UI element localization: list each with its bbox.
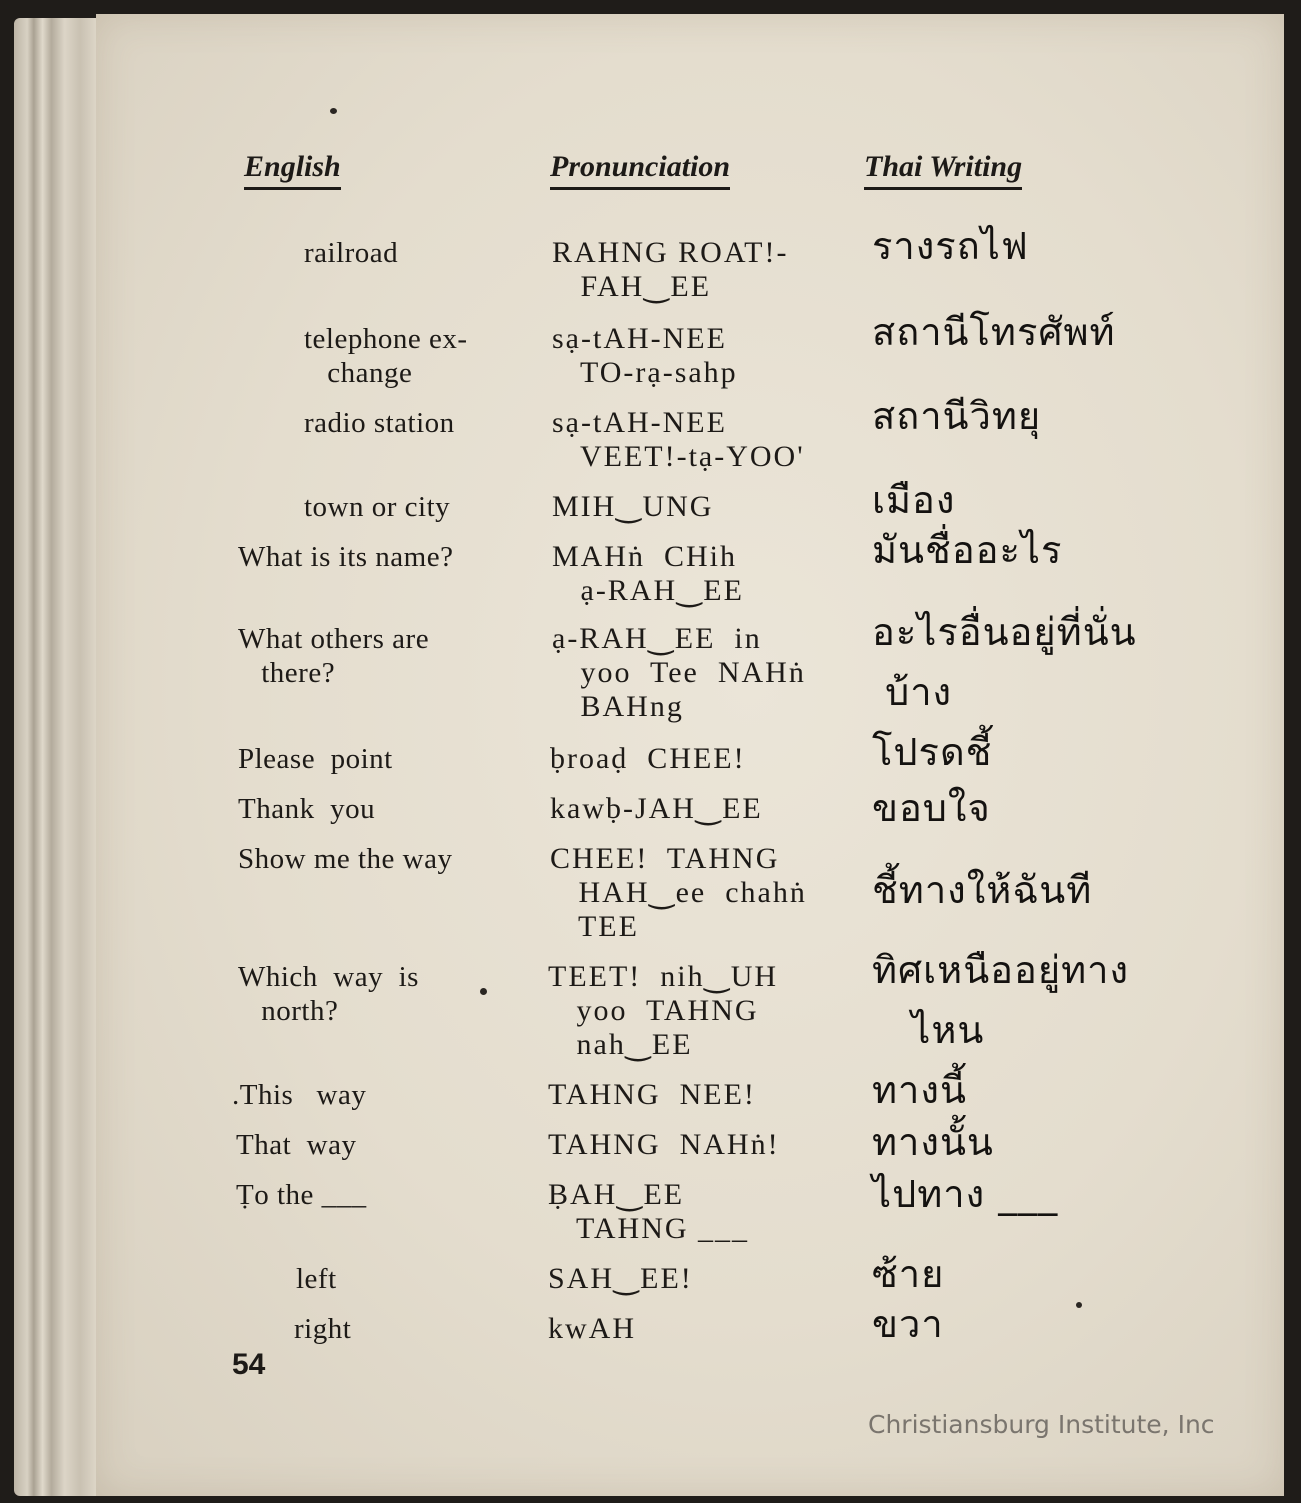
row-pronunciation: MAHṅ CHih ạ-RAH‿EE — [552, 540, 744, 607]
row-pronunciation: ḄAH‿EE TAHNG ___ — [548, 1178, 750, 1245]
row-thai: ซ้าย — [872, 1252, 945, 1296]
row-pronunciation: CHEE! TAHNG HAH‿ee chahṅ TEE — [550, 842, 807, 943]
row-thai: ขอบใจ — [872, 786, 991, 830]
row-english: Ṭo the ___ — [236, 1179, 367, 1211]
row-thai: อะไรอื่นอยู่ที่นั่น บ้าง — [872, 610, 1137, 714]
row-thai: ขวา — [872, 1302, 944, 1346]
row-pronunciation: TAHNG NEE! — [548, 1078, 756, 1111]
row-pronunciation: kwAH — [548, 1312, 636, 1345]
row-english: Which way is north? — [238, 961, 419, 1027]
paper-speck — [1076, 1302, 1082, 1308]
watermark: Christiansburg Institute, Inc — [868, 1410, 1215, 1439]
row-pronunciation: ạ-RAH‿EE in yoo Tee NAHṅ BAHng — [552, 622, 806, 723]
row-english: right — [294, 1313, 352, 1345]
row-english: What others are there? — [238, 623, 430, 689]
row-pronunciation: TAHNG NAHṅ! — [548, 1128, 780, 1161]
row-english: .This way — [232, 1079, 367, 1111]
row-english: Thank you — [238, 793, 376, 825]
row-thai: ทางนั้น — [872, 1120, 994, 1164]
row-pronunciation: SAH‿EE! — [548, 1262, 693, 1295]
row-thai: ชี้ทางให้ฉันที — [872, 868, 1093, 912]
row-thai: โปรดชี้ — [872, 730, 993, 774]
header-english: English — [244, 150, 341, 190]
row-english: town or city — [304, 491, 451, 523]
paper-speck — [480, 988, 487, 995]
row-pronunciation: kawḅ-JAH‿EE — [550, 792, 763, 825]
paper-speck — [330, 108, 337, 114]
row-english: What is its name? — [238, 541, 454, 573]
row-pronunciation: MIH‿UNG — [552, 490, 714, 523]
row-english: Please point — [238, 743, 393, 775]
row-thai: เมือง — [872, 478, 956, 522]
row-thai: ทางนี้ — [872, 1068, 967, 1112]
row-english: railroad — [304, 237, 399, 269]
row-thai: มันชื่ออะไร — [872, 528, 1063, 572]
row-pronunciation: RAHNG ROAT!- FAH‿EE — [552, 236, 789, 303]
row-thai: สถานีวิทยุ — [872, 394, 1042, 438]
header-pronunciation: Pronunciation — [550, 150, 730, 190]
row-english: Show me the way — [238, 843, 453, 875]
row-english: radio station — [304, 407, 455, 439]
row-pronunciation: sạ-tAH-NEE VEET!-tạ-YOO' — [552, 406, 805, 473]
page-number: 54 — [232, 1348, 266, 1381]
row-english: left — [296, 1263, 337, 1295]
header-thai-writing: Thai Writing — [864, 150, 1022, 190]
row-thai: สถานีโทรศัพท์ — [872, 310, 1116, 354]
row-thai: ทิศเหนืออยู่ทาง ไหน — [872, 948, 1130, 1052]
row-english: That way — [236, 1129, 357, 1161]
row-pronunciation: ḅroaḍ CHEE! — [550, 742, 746, 775]
row-thai: รางรถไฟ — [872, 224, 1029, 268]
row-pronunciation: sạ-tAH-NEE TO-rạ-sahp — [552, 322, 738, 389]
row-english: telephone ex- change — [304, 323, 468, 389]
row-pronunciation: TEET! nih‿UH yoo TAHNG nah‿EE — [548, 960, 779, 1061]
row-thai: ไปทาง ___ — [872, 1172, 1059, 1216]
